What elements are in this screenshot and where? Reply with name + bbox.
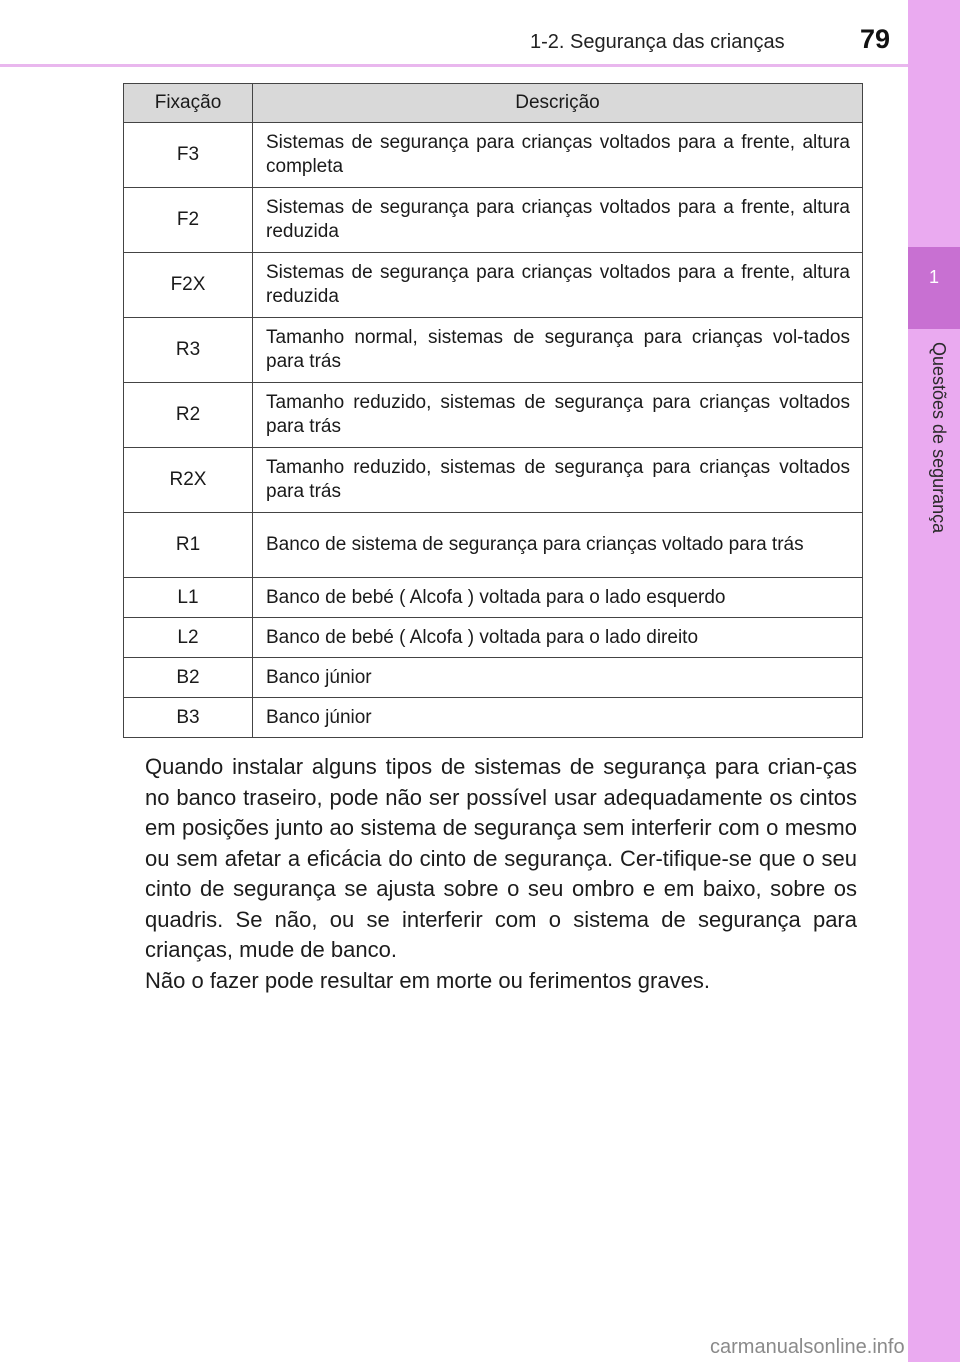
table-row — [124, 513, 863, 578]
table-row — [124, 448, 863, 513]
page-number: 79 — [860, 24, 891, 54]
fixation-code: R2 — [124, 383, 253, 448]
fixation-description: Tamanho reduzido, sistemas de segurança para crianças voltados para trás — [253, 383, 863, 448]
fixation-description: Banco de bebé ( Alcofa ) voltada para o lado esquerdo — [253, 578, 863, 618]
fixation-description: Banco júnior — [253, 698, 863, 738]
chapter-number: 1 — [928, 267, 939, 287]
fixation-code: F3 — [124, 123, 253, 188]
fixation-code: F2 — [124, 188, 253, 253]
table-row — [124, 188, 863, 253]
fixation-description: Tamanho reduzido, sistemas de segurança para crianças voltados para trás — [253, 448, 863, 513]
fixation-code: R2X — [124, 448, 253, 513]
safety-paragraph: Quando instalar alguns tipos de sistemas de segurança para crian-ças no banco traseiro, pode não ser possível usar adequadamente os cintos em posições junto ao sistema de segurança sem interferir com o mesmo ou sem afetar a eficácia do cinto de segurança. Cer-tifique-se que o seu cinto de segurança se ajusta sobre o seu ombro e em baixo, sobre os quadris. Se não, ou se interferir com o sistema de segurança para crianças, mude de banco. — [145, 754, 857, 962]
table-row — [124, 123, 863, 188]
column-header-description: Descrição — [253, 84, 863, 123]
table-row — [124, 253, 863, 318]
table-row — [124, 318, 863, 383]
side-tab — [908, 0, 960, 1362]
fixation-description: Banco de sistema de segurança para crianças voltado para trás — [253, 513, 863, 578]
fixation-code: R1 — [124, 513, 253, 578]
fixation-table — [123, 83, 863, 738]
header-rule — [0, 64, 908, 67]
header-title: 1-2. Segurança das crianças — [530, 31, 785, 53]
table-row — [124, 383, 863, 448]
table-header-row — [124, 84, 863, 123]
fixation-code: B3 — [124, 698, 253, 738]
fixation-code: R3 — [124, 318, 253, 383]
fixation-code: L2 — [124, 618, 253, 658]
table-row — [124, 698, 863, 738]
table-row — [124, 658, 863, 698]
body-text — [145, 752, 857, 996]
warning-sentence: Não o fazer pode resultar em morte ou ferimentos graves. — [145, 967, 710, 993]
column-header-fixation: Fixação — [124, 84, 253, 123]
fixation-description: Sistemas de segurança para crianças voltados para a frente, altura reduzida — [253, 188, 863, 253]
fixation-code: F2X — [124, 253, 253, 318]
section-label: Questões de segurança — [929, 342, 949, 534]
fixation-description: Sistemas de segurança para crianças voltados para a frente, altura completa — [253, 123, 863, 188]
fixation-description: Banco de bebé ( Alcofa ) voltada para o lado direito — [253, 618, 863, 658]
fixation-code: B2 — [124, 658, 253, 698]
watermark: carmanualsonline.info — [710, 1336, 905, 1358]
fixation-description: Sistemas de segurança para crianças voltados para a frente, altura reduzida — [253, 253, 863, 318]
side-tab-active-marker — [908, 247, 960, 329]
table-row — [124, 618, 863, 658]
fixation-description: Tamanho normal, sistemas de segurança para crianças vol-tados para trás — [253, 318, 863, 383]
fixation-code: L1 — [124, 578, 253, 618]
table-row — [124, 578, 863, 618]
fixation-description: Banco júnior — [253, 658, 863, 698]
